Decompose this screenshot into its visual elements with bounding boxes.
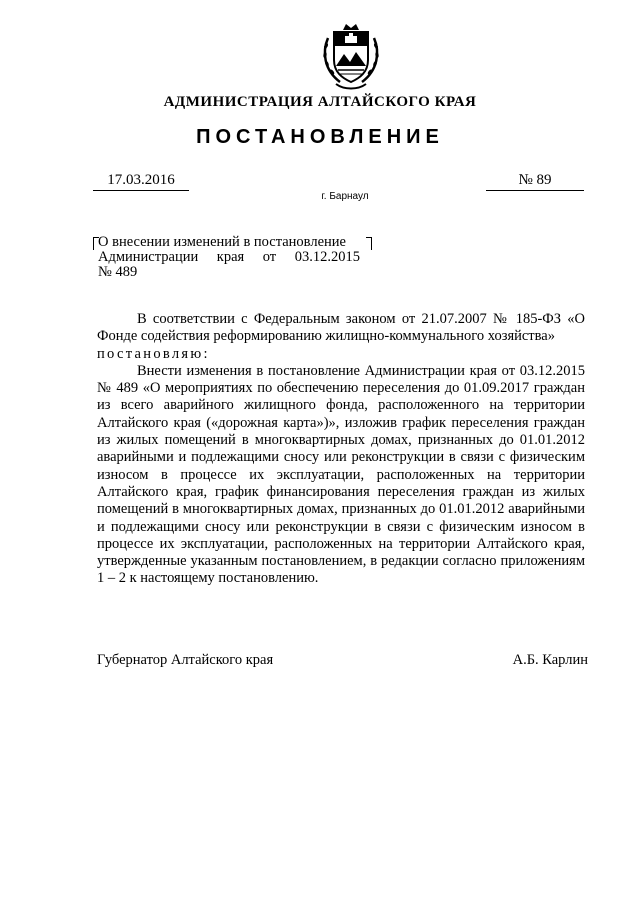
subject-line-1: О внесении изменений в постановление <box>98 234 346 250</box>
signatory-position: Губернатор Алтайского края <box>97 652 274 668</box>
preamble-paragraph: В соответствии с Федеральным законом от 21.07.2007 № 185-ФЗ «О Фонде содействия реформированию жилищно-коммунального хозяйства» <box>97 311 585 345</box>
document-city: г. Барнаул <box>321 191 369 202</box>
organization-name: АДМИНИСТРАЦИЯ АЛТАЙСКОГО КРАЯ <box>163 94 477 110</box>
subject-word: края <box>216 249 245 265</box>
main-paragraph: Внести изменения в постановление Администрации края от 03.12.2015 № 489 «О мероприятиях по обеспечению переселения до 01.09.2017 граждан из всего аварийного жилищного фонда, расположенного на территории Алтайского края («дорожная карта»)», изложив график переселения граждан из жилых помещений в многоквартирных домах, признанных до 01.01.2012 аварийными и подлежащими сносу или реконструкции в связи с физическим износом в процессе их эксплуатации, расположенных на территории Алтайского края, график финансирования переселения граждан из жилых помещений в многоквартирных домах, признанных до 01.01.2012 аварийными и подлежащими сносу или реконструкции в связи с физическим износом в процессе их эксплуатации, расположенных на территории Алтайского края, утвержденные указанным постановлением, в редакции согласно приложениям 1 – 2 к настоящему постановлению. <box>97 362 585 587</box>
document-date: 17.03.2016 <box>93 172 189 191</box>
decree-word: постановляю: <box>97 345 210 362</box>
document-subject <box>98 235 370 280</box>
signature-block <box>97 652 588 669</box>
subject-word: 03.12.2015 <box>294 249 360 265</box>
subject-word: от <box>262 249 277 265</box>
subject-word: Администрации <box>98 249 199 265</box>
document-number: № 89 <box>486 172 584 191</box>
signatory-name: А.Б. Карлин <box>512 652 588 668</box>
document-body <box>97 311 585 588</box>
altai-krai-coat-of-arms-icon <box>318 20 384 92</box>
subject-line-3: № 489 <box>98 264 138 280</box>
subject-line-2 <box>98 250 360 265</box>
document-type-title: ПОСТАНОВЛЕНИЕ <box>196 126 444 148</box>
